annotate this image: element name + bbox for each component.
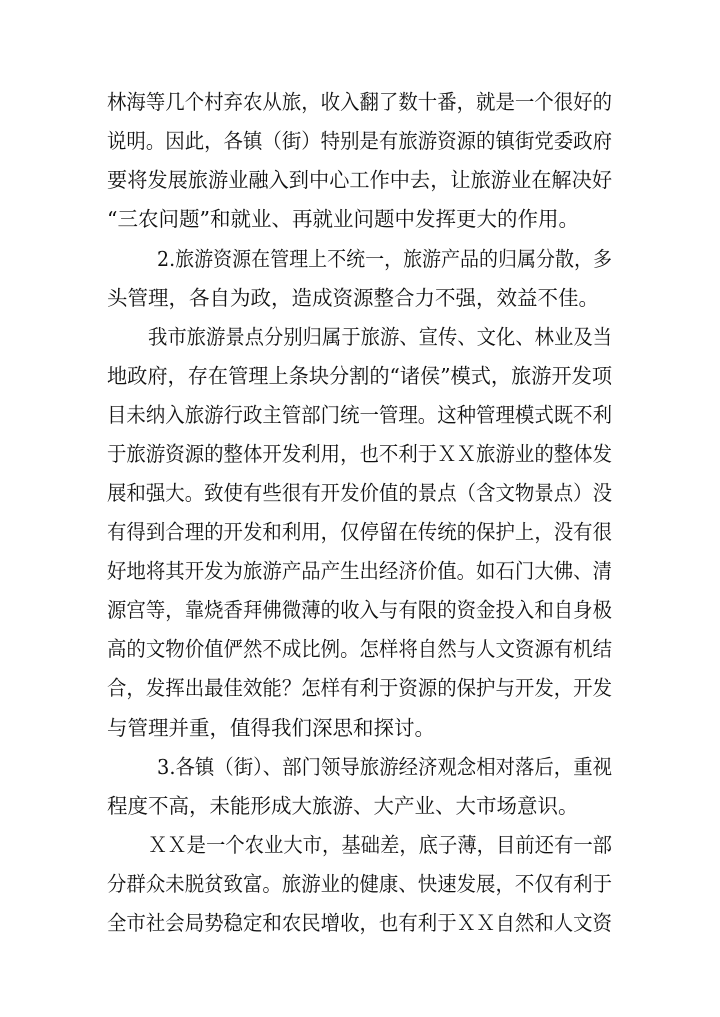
text-line bbox=[0, 395, 720, 435]
line-text: 好地将其开发为旅游产品产生出经济价值。如石门大佛、清 bbox=[107, 559, 613, 583]
text-line bbox=[0, 903, 720, 943]
text-line bbox=[0, 747, 720, 787]
text-line bbox=[0, 239, 720, 279]
text-line bbox=[0, 278, 720, 318]
line-text: 2.旅游资源在管理上不统一，旅游产品的归属分散，多 bbox=[157, 247, 613, 271]
line-text: 源宫等，靠烧香拜佛微薄的收入与有限的资金投入和自身极 bbox=[107, 598, 613, 622]
line-text: 地政府，存在管理上条块分割的“诸侯”模式，旅游开发项 bbox=[107, 364, 613, 388]
text-line bbox=[0, 434, 720, 474]
text-line bbox=[0, 160, 720, 200]
text-line bbox=[0, 590, 720, 630]
line-text: 说明。因此，各镇（街）特别是有旅游资源的镇街党委政府 bbox=[107, 129, 613, 153]
text-line bbox=[0, 629, 720, 669]
text-line bbox=[0, 708, 720, 748]
line-text: 展和强大。致使有些很有开发价值的景点（含文物景点）没 bbox=[107, 481, 613, 505]
text-line bbox=[0, 825, 720, 865]
text-line bbox=[0, 317, 720, 357]
text-line bbox=[0, 512, 720, 552]
line-text: 目未纳入旅游行政主管部门统一管理。这种管理模式既不利 bbox=[107, 403, 613, 427]
line-text: 林海等几个村弃农从旅，收入翻了数十番，就是一个很好的 bbox=[107, 90, 613, 114]
text-line bbox=[0, 199, 720, 239]
line-text: ＸＸ是一个农业大市，基础差，底子薄，目前还有一部 bbox=[148, 833, 613, 857]
line-text: 分群众未脱贫致富。旅游业的健康、快速发展，不仅有利于 bbox=[107, 872, 613, 896]
line-text: 我市旅游景点分别归属于旅游、宣传、文化、林业及当 bbox=[148, 325, 613, 349]
line-text: 3.各镇（街）、部门领导旅游经济观念相对落后，重视 bbox=[157, 755, 612, 779]
line-text: 高的文物价值俨然不成比例。怎样将自然与人文资源有机结 bbox=[107, 637, 613, 661]
line-text: 全市社会局势稳定和农民增收，也有利于ＸＸ自然和人文资 bbox=[107, 911, 613, 935]
text-line bbox=[0, 864, 720, 904]
line-text: 程度不高，未能形成大旅游、大产业、大市场意识。 bbox=[107, 794, 579, 818]
line-text: 头管理，各自为政，造成资源整合力不强，效益不佳。 bbox=[107, 286, 599, 310]
line-text: 要将发展旅游业融入到中心工作中去，让旅游业在解决好 bbox=[107, 168, 613, 192]
line-text: 与管理并重，值得我们深思和探讨。 bbox=[107, 716, 435, 740]
line-text: 有得到合理的开发和利用，仅停留在传统的保护上，没有很 bbox=[107, 520, 613, 544]
text-line bbox=[0, 82, 720, 122]
text-line bbox=[0, 473, 720, 513]
text-line bbox=[0, 356, 720, 396]
line-text: 合，发挥出最佳效能？怎样有利于资源的保护与开发，开发 bbox=[107, 676, 613, 700]
line-text: 于旅游资源的整体开发利用，也不利于ＸＸ旅游业的整体发 bbox=[107, 442, 613, 466]
text-line bbox=[0, 121, 720, 161]
text-line bbox=[0, 551, 720, 591]
text-line bbox=[0, 786, 720, 826]
line-text: “三农问题”和就业、再就业问题中发挥更大的作用。 bbox=[107, 207, 579, 231]
text-line bbox=[0, 668, 720, 708]
